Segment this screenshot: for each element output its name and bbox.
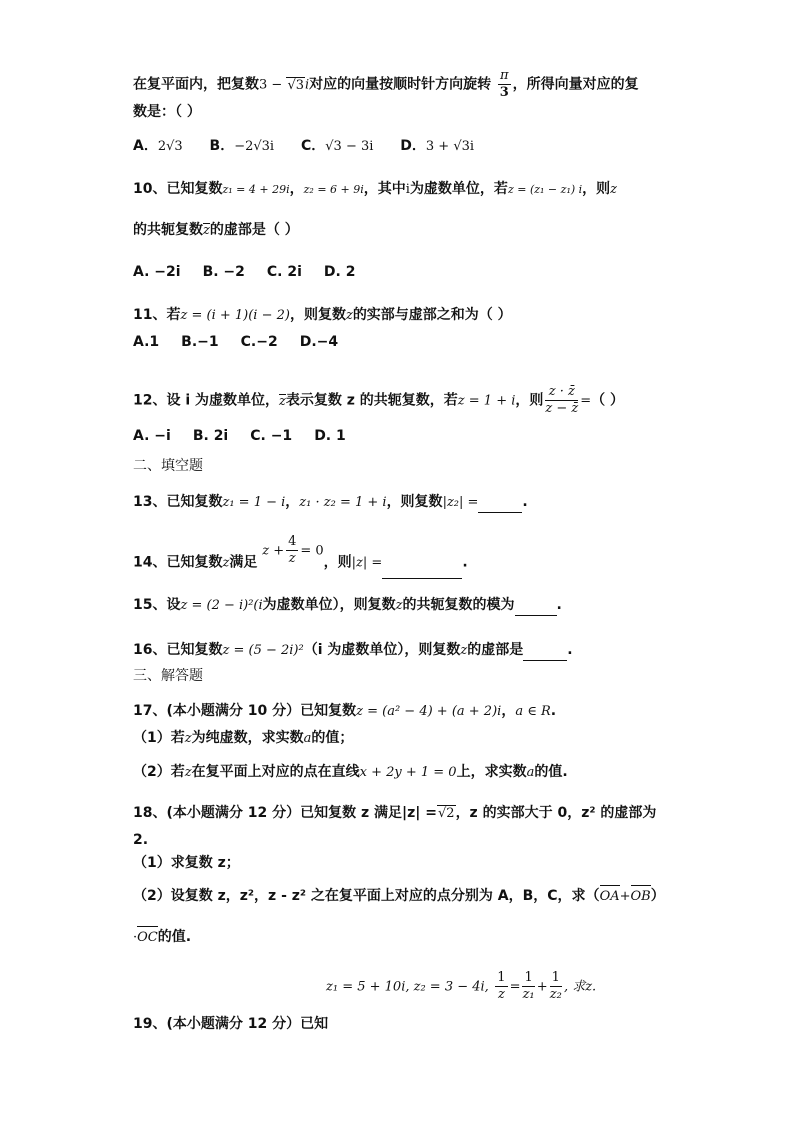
q10-z2: z₂ = 6 + 9i bbox=[303, 183, 364, 196]
q9-option-c: √3 − 3i bbox=[325, 139, 374, 154]
q9-options: A．2√3 B．−2√3i C．√3 − 3i D．3 + √3i bbox=[133, 138, 475, 154]
q18-part2: （2）设复数 z，z²，z - z² 之在复平面上对应的点分别为 A，B，C，求（OA+OB） bbox=[133, 885, 665, 907]
q13-abs: |z₂| = bbox=[442, 495, 479, 510]
q17-part1: （1）若z为纯虚数，求实数a的值； bbox=[133, 730, 354, 746]
q16-line: 16、已知复数z = (5 − 2i)²（i 为虚数单位），则复数z的虚部是 . bbox=[133, 640, 573, 661]
q15-line: 15、设z = (2 − i)²(i为虚数单位），则复数z的共轭复数的模为 . bbox=[133, 595, 562, 616]
q10-line1: 10、已知复数z₁ = 4 + 29i，z₂ = 6 + 9i，其中i为虚数单位，若z = (z₁ − z₁) i，则z bbox=[133, 181, 618, 197]
q18-vector-oa: OA bbox=[600, 885, 620, 907]
q13-line: 13、已知复数z₁ = 1 − i，z₁ · z₂ = 1 + i，则复数|z₂| = . bbox=[133, 492, 528, 513]
q9-sqrt3: √3 bbox=[287, 77, 304, 93]
q10-option-c: C. 2i bbox=[266, 264, 302, 280]
q12-line1: 12、设 i 为虚数单位，z表示复数 z 的共轭复数，若z = 1 + i，则 $\frac{z \cdot z̄}{z - z̄}$ =（ ） bbox=[133, 384, 625, 416]
q9-stem-b: 对应的向量按顺时针方向旋转 bbox=[309, 76, 492, 93]
q10-z-def: z = (z₁ − z₁) i bbox=[507, 183, 583, 196]
q9-stem-c: ，所得向量对应的复 bbox=[512, 76, 639, 93]
q12-fraction: $\frac{z \cdot z̄}{z - z̄}$ bbox=[545, 384, 579, 416]
q10-options bbox=[133, 262, 377, 282]
q17-expr: z = (a² − 4) + (a + 2)i bbox=[356, 704, 502, 719]
q18-vector-ob: OB bbox=[631, 885, 651, 907]
q18-vector-oc: OC bbox=[137, 926, 158, 948]
q10-option-b: B. −2 bbox=[202, 264, 245, 280]
q9-i: i bbox=[305, 77, 310, 93]
q11-expr: z = (i + 1)(i − 2) bbox=[180, 308, 290, 323]
q9-option-b: −2√3i bbox=[234, 139, 275, 154]
q11-option-d: D.−4 bbox=[299, 334, 339, 350]
q12-option-d: D. 1 bbox=[314, 428, 346, 444]
section-answer-title: 三、解答题 bbox=[133, 668, 203, 684]
q9-option-a: 2√3 bbox=[157, 139, 183, 154]
q9-stem: 在复平面内，把复数 bbox=[133, 76, 259, 93]
q14-equation: z + $\frac{4}{z}$ = 0 bbox=[262, 534, 324, 566]
q15-answer-blank[interactable] bbox=[515, 601, 557, 616]
q19-line: 19、(本小题满分 12 分）已知 bbox=[133, 1016, 329, 1032]
q12-options bbox=[133, 426, 368, 446]
q9-option-d: 3 + √3i bbox=[425, 139, 475, 154]
q12-z-bar: z bbox=[279, 393, 286, 409]
q18-part2-cont: ·OC的值. bbox=[133, 926, 191, 948]
q18-line1: 18、(本小题满分 12 分）已知复数 z 满足|z| =√2，z 的实部大于 0，z² 的虚部为 bbox=[133, 805, 657, 821]
q18-sqrt2: √2 bbox=[438, 806, 455, 821]
q17-part2: （2）若z在复平面上对应的点在直线x + 2y + 1 = 0上，求实数a的值. bbox=[133, 764, 568, 780]
q13-product: z₁ · z₂ = 1 + i bbox=[299, 495, 387, 510]
q16-answer-blank[interactable] bbox=[523, 646, 567, 661]
q11-option-b: B.−1 bbox=[181, 334, 219, 350]
q16-expr: z = (5 − 2i)² bbox=[222, 643, 304, 658]
q18-line2: 2. bbox=[133, 832, 149, 848]
q10-z1: z₁ = 4 + 29i bbox=[222, 183, 290, 196]
q17-line1: 17、(本小题满分 10 分）已知复数z = (a² − 4) + (a + 2)i，a ∈ R. bbox=[133, 703, 557, 719]
q14-answer-blank[interactable] bbox=[382, 564, 462, 579]
q11-line1: 11、若z = (i + 1)(i − 2)，则复数z的实部与虚部之和为（ ） bbox=[133, 307, 512, 323]
q10-option-a: A. −2i bbox=[133, 264, 181, 280]
q11-options bbox=[133, 332, 360, 352]
q10-option-d: D. 2 bbox=[323, 264, 356, 280]
q17-line-eq: x + 2y + 1 = 0 bbox=[359, 765, 457, 780]
section-fill-in-title: 二、填空题 bbox=[133, 458, 203, 474]
q13-answer-blank[interactable] bbox=[478, 498, 522, 513]
q12-option-c: C. −1 bbox=[250, 428, 293, 444]
q9-line2: 数是：（ ） bbox=[133, 104, 201, 120]
q11-option-a: A.1 bbox=[133, 334, 160, 350]
q17-a-in-r: a ∈ R bbox=[515, 704, 551, 719]
q12-option-a: A. −i bbox=[133, 428, 171, 444]
q14-abs: |z| = bbox=[351, 555, 383, 571]
q10-z-bar: z bbox=[203, 223, 210, 238]
q13-z1: z₁ = 1 − i bbox=[222, 495, 286, 510]
q14-line: 14、已知复数z满足 z + $\frac{4}{z}$ = 0，则|z| = . bbox=[133, 546, 468, 579]
q15-expr: z = (2 − i)²(i bbox=[180, 598, 263, 613]
q9-line1 bbox=[133, 68, 639, 101]
q11-option-c: C.−2 bbox=[240, 334, 278, 350]
q19-z-values: z₁ = 5 + 10i, z₂ = 3 − 4i, bbox=[326, 979, 489, 995]
q9-pi-over-3: $\frac{\pi}{3}$ bbox=[499, 68, 509, 100]
q10-line2: 的共轭复数z的虚部是（ ） bbox=[133, 222, 299, 238]
q18-part1: （1）求复数 z； bbox=[133, 855, 240, 871]
q19-formula: z₁ = 5 + 10i, z₂ = 3 − 4i, $\frac{1}{z}$ = $\frac{1}{\text{z₁}}$ + $\frac{1}{\text{z₂}}$ , 求z. bbox=[326, 970, 597, 1002]
q12-option-b: B. 2i bbox=[192, 428, 229, 444]
q12-expr: z = 1 + i bbox=[457, 393, 516, 409]
q9-math-num: 3 − bbox=[259, 77, 287, 93]
